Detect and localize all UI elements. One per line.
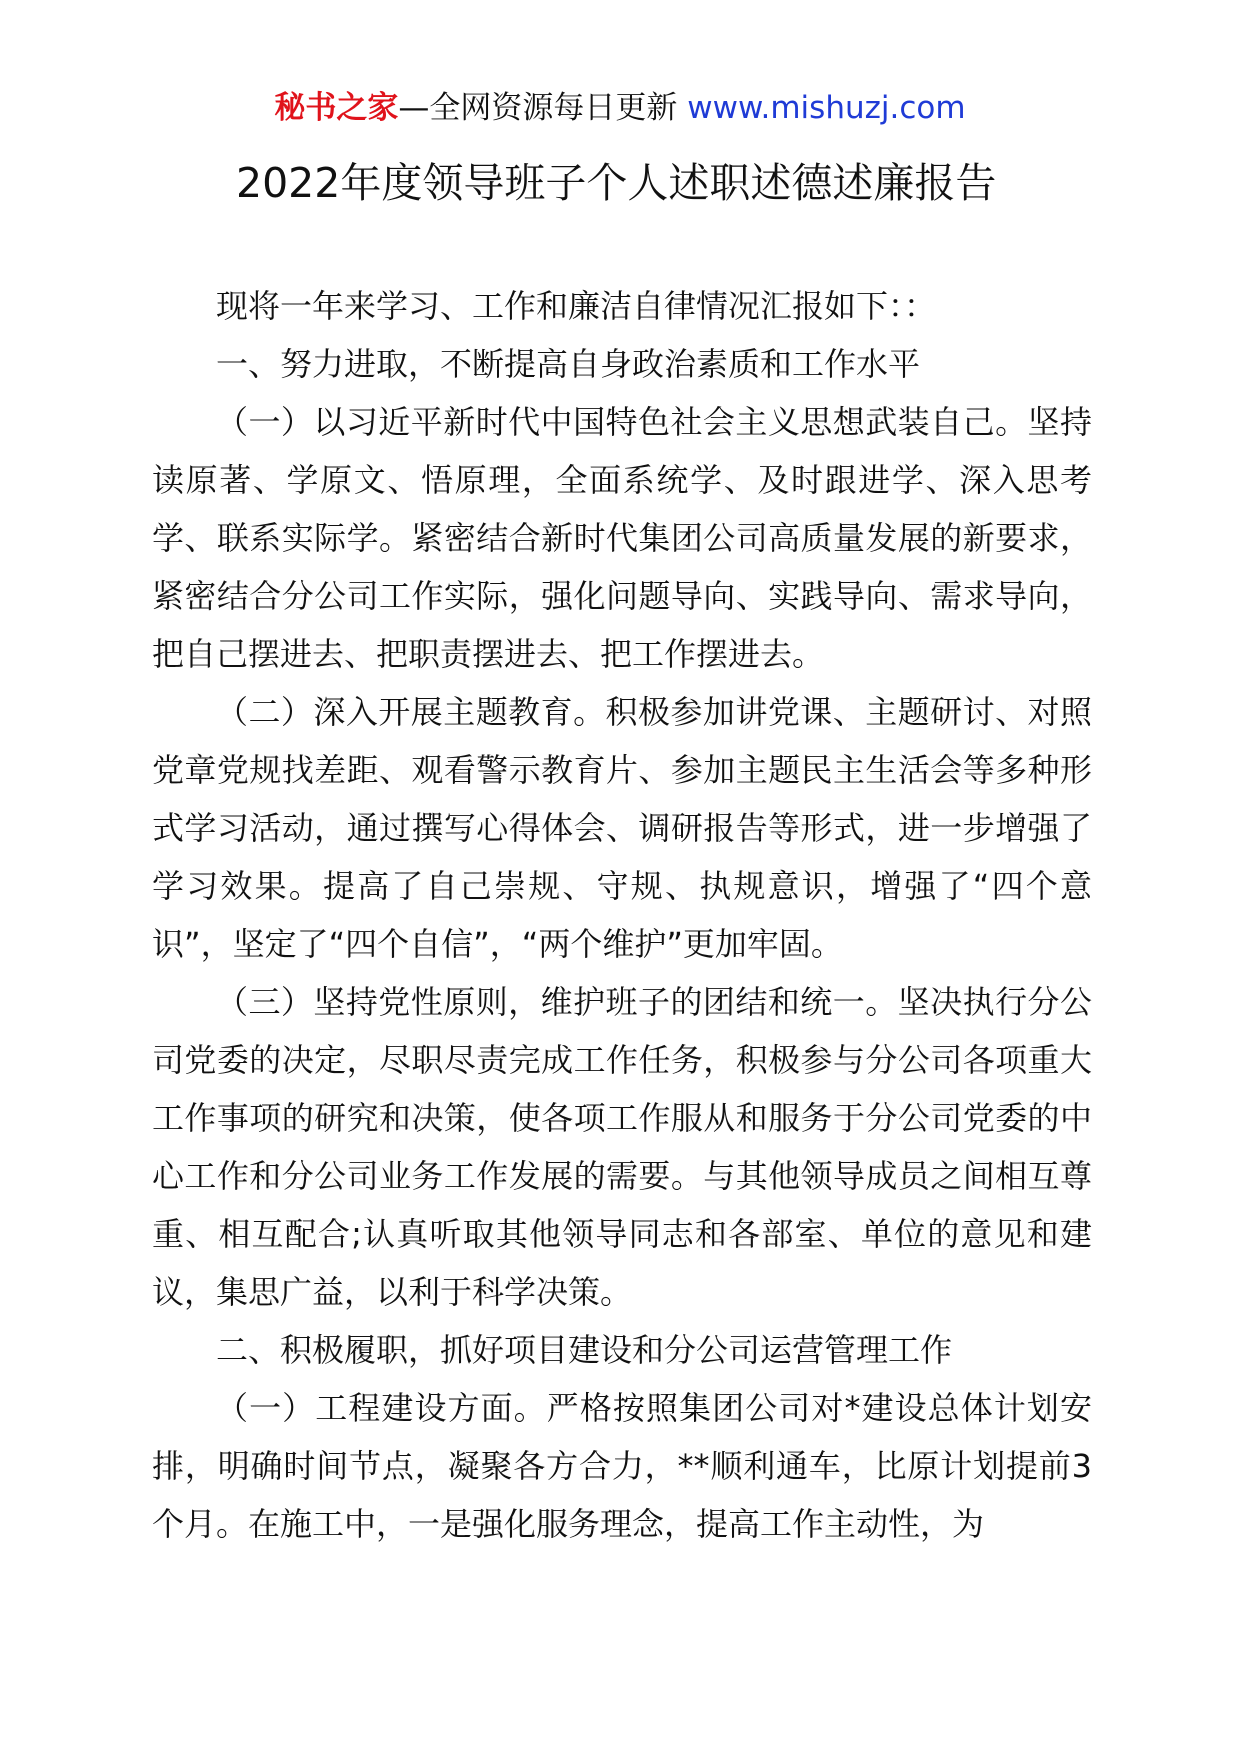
document-title: 2022年度领导班子个人述职述德述廉报告 (236, 159, 997, 207)
section-heading-2: 二、积极履职，抓好项目建设和分公司运营管理工作 (216, 1331, 953, 1369)
header-tagline: —全网资源每日更新 (398, 90, 678, 126)
body-paragraph: （三）坚持党性原则，维护班子的团结和统一。坚决执行分公司党委的决定，尽职尽责完成工作任务，积极参与分公司各项重大工作事项的研究和决策，使各项工作服从和服务于分公司党委的中心工作和分公司业务工作发展的需要。与其他领导成员之间相互尊重、相互配合;认真听取其他领导同志和各部室、单位的意见和建议，集思广益，以利于科学决策。 (152, 983, 1092, 1311)
document-body (152, 277, 1092, 1553)
body-paragraph: （一）以习近平新时代中国特色社会主义思想武装自己。坚持读原著、学原文、悟原理，全面系统学、及时跟进学、深入思考学、联系实际学。紧密结合新时代集团公司高质量发展的新要求，紧密结合分公司工作实际，强化问题导向、实践导向、需求导向，把自己摆进去、把职责摆进去、把工作摆进去。 (152, 403, 1092, 673)
section-heading-1: 一、努力进取，不断提高自身政治素质和工作水平 (216, 345, 921, 383)
site-url-link[interactable]: www.mishuzj.com (687, 90, 966, 126)
site-header (0, 88, 1240, 128)
brand-name: 秘书之家 (274, 90, 399, 126)
body-paragraph: （二）深入开展主题教育。积极参加讲党课、主题研讨、对照党章党规找差距、观看警示教育片、参加主题民主生活会等多种形式学习活动，通过撰写心得体会、调研报告等形式，进一步增强了学习效果。提高了自己崇规、守规、执规意识，增强了“四个意识”，坚定了“四个自信”，“两个维护”更加牢固。 (152, 693, 1092, 963)
body-paragraph: （一）工程建设方面。严格按照集团公司对*建设总体计划安排，明确时间节点，凝聚各方合力，**顺利通车，比原计划提前3个月。在施工中，一是强化服务理念，提高工作主动性，为 (152, 1389, 1092, 1543)
intro-paragraph: 现将一年来学习、工作和廉洁自律情况汇报如下：： (216, 287, 937, 325)
